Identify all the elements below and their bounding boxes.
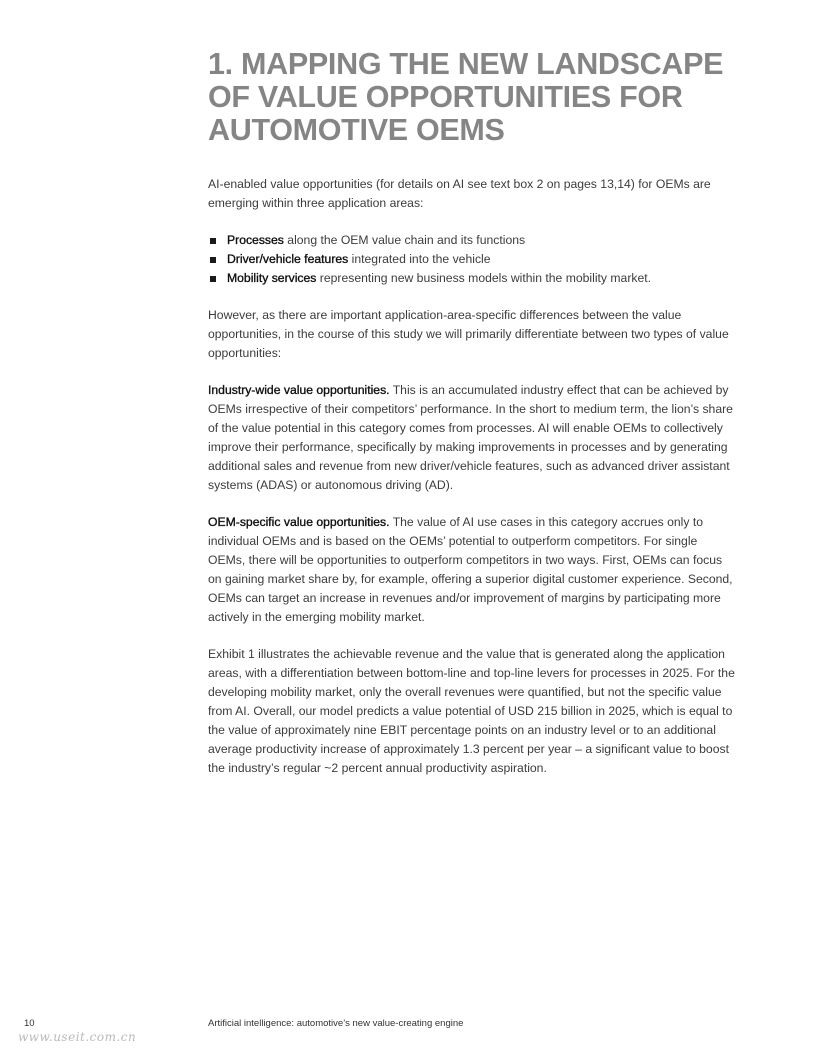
oem-specific-paragraph — [208, 513, 736, 627]
application-areas-list — [208, 231, 736, 288]
page-title-line-3: AUTOMOTIVE OEMS — [208, 113, 505, 147]
list-item-text: along the OEM value chain and its functions — [283, 233, 526, 247]
page-number: 10 — [24, 1018, 35, 1029]
list-item — [208, 231, 736, 250]
list-item — [208, 250, 736, 269]
watermark-text: www.useit.com.cn — [18, 1030, 137, 1044]
page-title-line-2: OF VALUE OPPORTUNITIES FOR — [208, 80, 683, 114]
list-item — [208, 269, 736, 288]
oem-specific-text: The value of AI use cases in this category accrues only to individual OEMs and is based on the OEMs’ potential to outperform competitors. For single OEMs, there will be opportunities to outperform competitors in two ways. First, OEMs can focus on gaining market share by, for example, offering a superior digital customer experience. Second, OEMs can target an increase in revenues and/or improvement of margins by participating more actively in the emerging mobility market. — [208, 515, 733, 624]
list-item-text: representing new business models within the mobility market. — [316, 271, 652, 285]
oem-specific-heading: OEM-specific value opportunities. — [208, 515, 390, 529]
industry-wide-paragraph — [208, 381, 736, 495]
exhibit-paragraph: Exhibit 1 illustrates the achievable revenue and the value that is generated along the application areas, with a differentiation between bottom-line and top-line levers for processes in 2025. For the developing mobility market, only the overall revenues were quantified, but not the specific value from AI. Overall, our model predicts a value potential of USD 215 billion in 2025, which is equal to the value of approximately nine EBIT percentage points on an industry level or to an additional average productivity increase of approximately 1.3 percent per year – a significant value to boost the industry’s regular ~2 percent annual productivity aspiration. — [208, 647, 735, 775]
list-item-term: Mobility services — [227, 271, 317, 285]
running-footer-title: Artificial intelligence: automotive’s new value-creating engine — [208, 1018, 464, 1029]
list-item-text: integrated into the vehicle — [348, 252, 491, 266]
list-item-term: Processes — [227, 233, 284, 247]
intro-paragraph: AI-enabled value opportunities (for details on AI see text box 2 on pages 13,14) for OEMs are emerging within three application areas: — [208, 177, 711, 210]
page-title — [208, 48, 768, 147]
industry-wide-text: This is an accumulated industry effect that can be achieved by OEMs irrespective of their competitors’ performance. In the short to medium term, the lion’s share of the value potential in this category comes from processes. AI will enable OEMs to collectively improve their performance, specifically by making improvements in processes and by generating additional sales and revenue from new driver/vehicle features, such as advanced driver assistant systems (ADAS) or autonomous driving (AD). — [208, 383, 733, 492]
body-text — [208, 175, 736, 796]
page-title-line-1: 1. MAPPING THE NEW LANDSCAPE — [208, 47, 724, 81]
differentiation-paragraph: However, as there are important application-area-specific differences between the value opportunities, in the course of this study we will primarily differentiate between two types of value opportunities: — [208, 308, 729, 360]
list-item-term: Driver/vehicle features — [227, 252, 349, 266]
industry-wide-heading: Industry-wide value opportunities. — [208, 383, 390, 397]
